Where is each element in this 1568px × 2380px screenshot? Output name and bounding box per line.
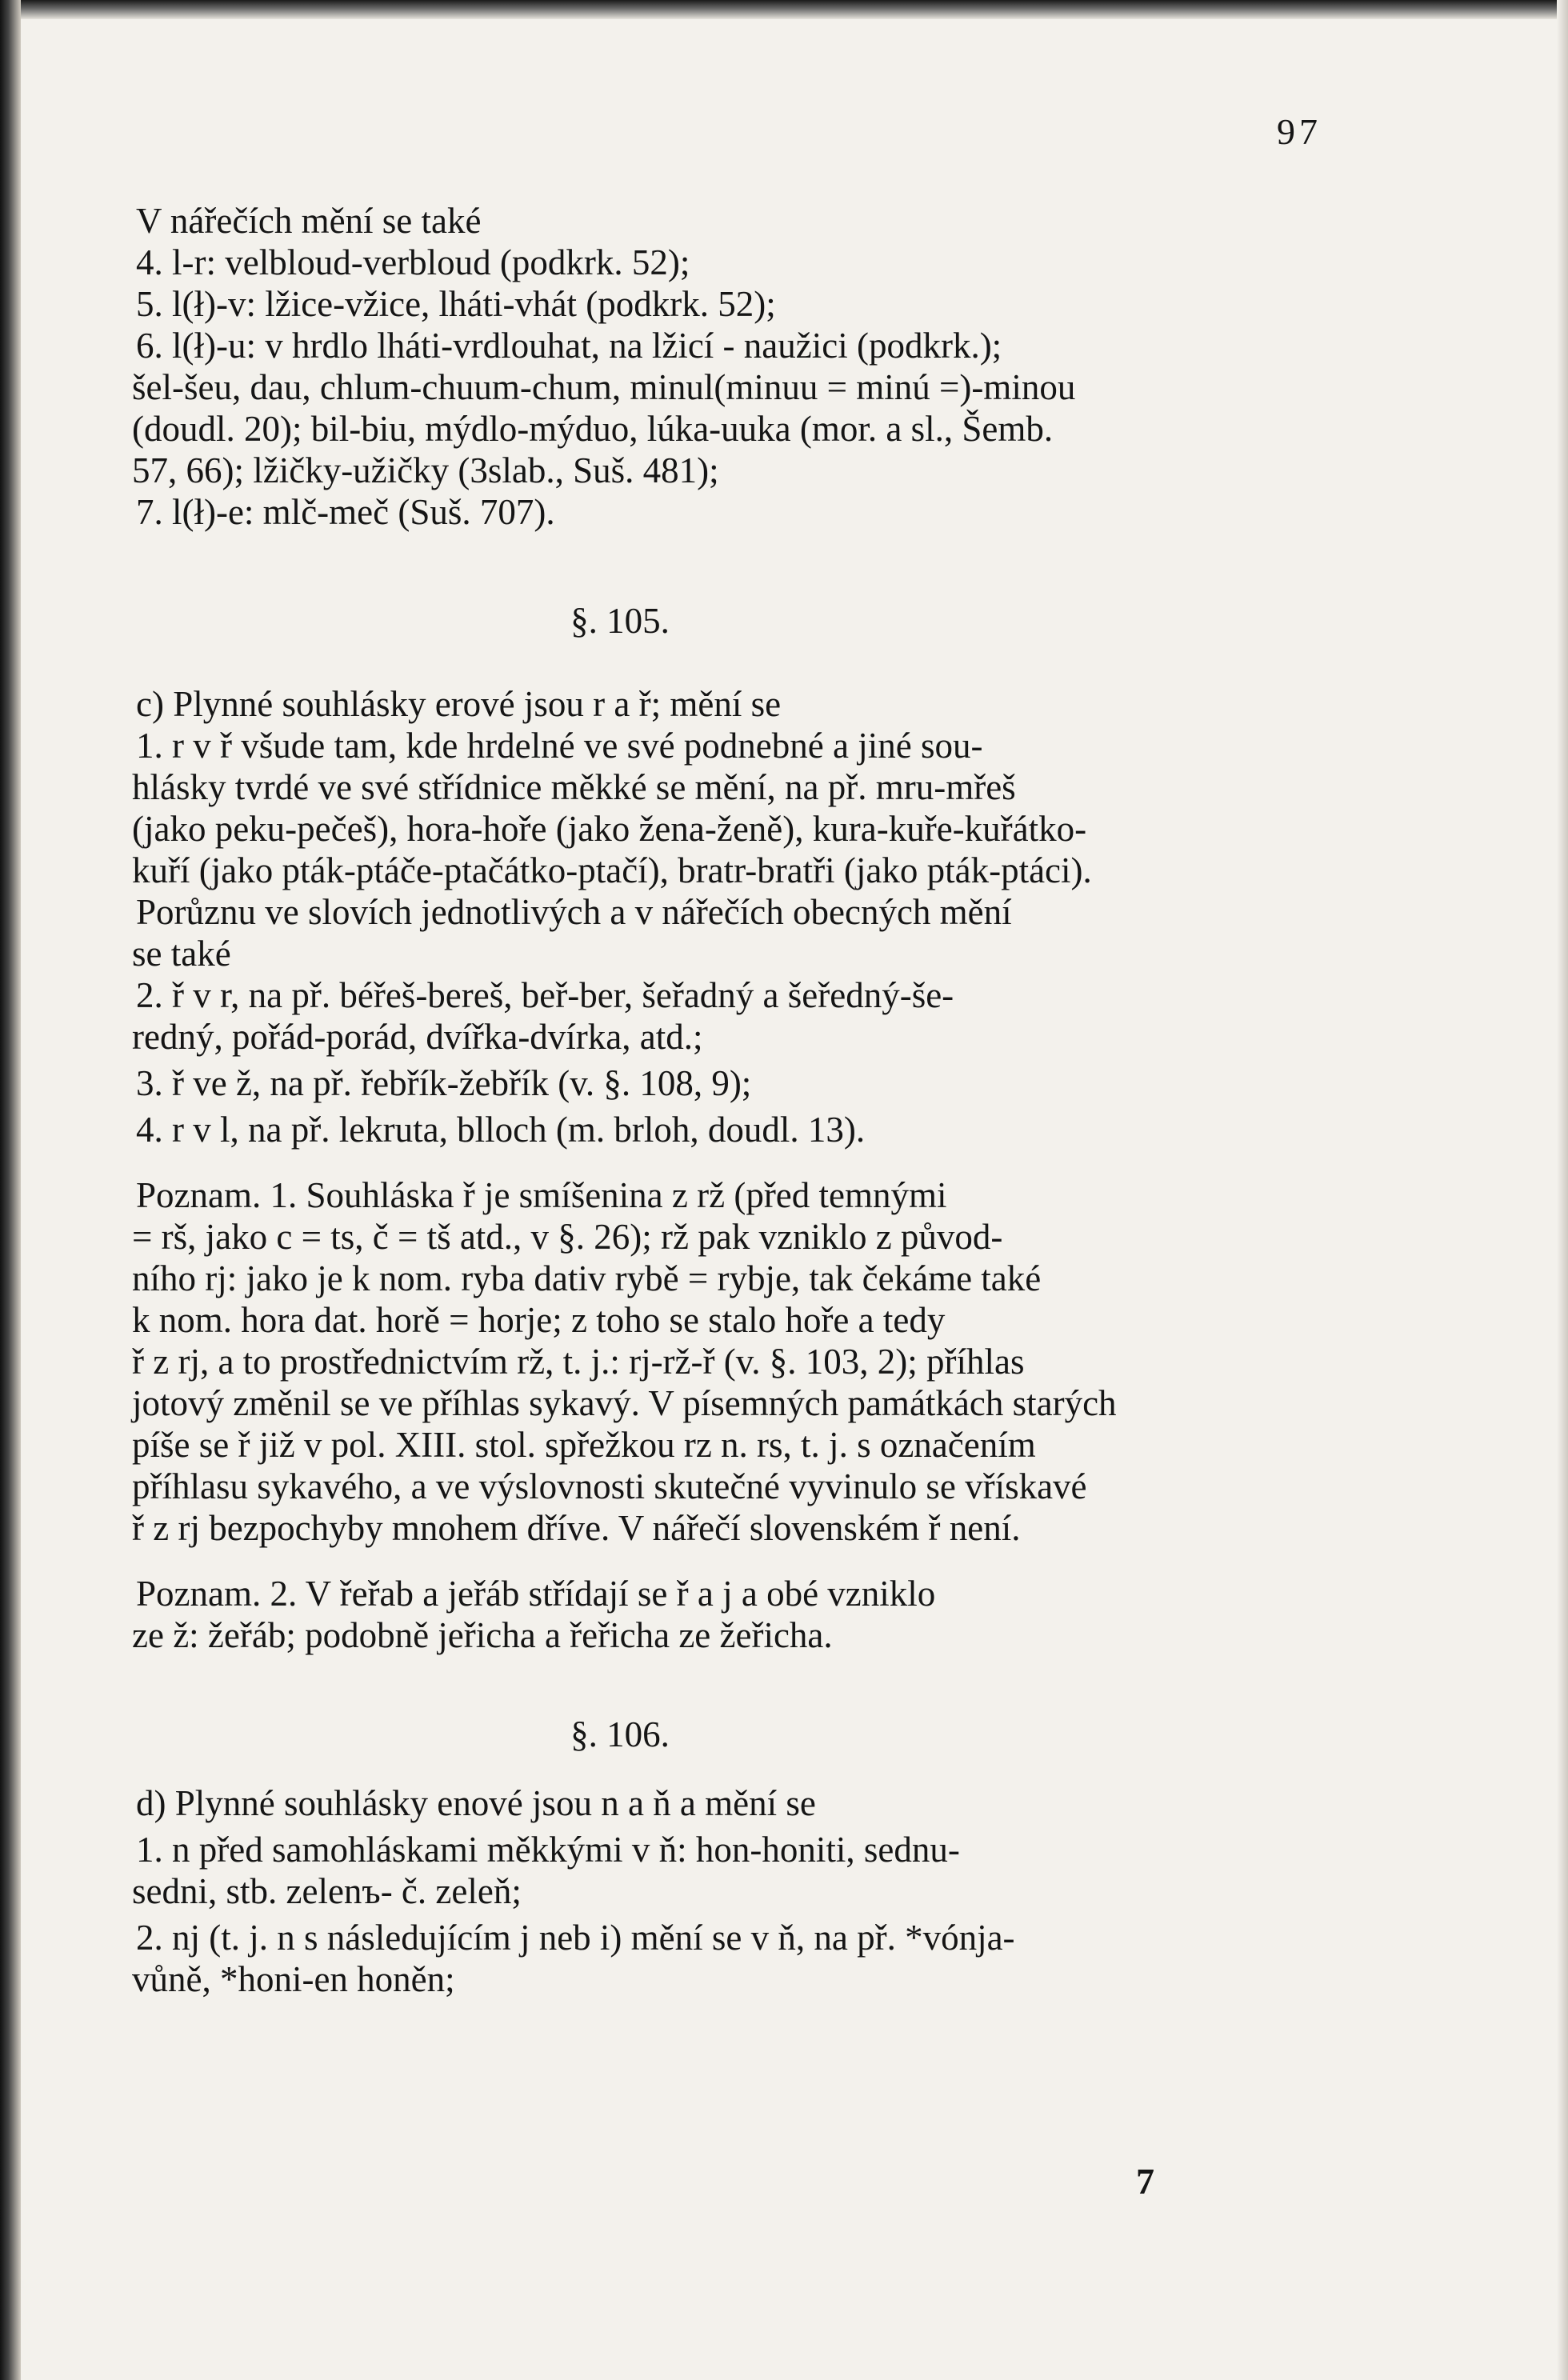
section-heading: §. 105. bbox=[570, 601, 670, 641]
text-line: se také bbox=[132, 934, 231, 974]
text-line: hlásky tvrdé ve své střídnice měkké se mění, na př. mru-mřeš bbox=[132, 767, 1016, 807]
text-line: sedni, stb. zelenъ- č. zeleň; bbox=[132, 1871, 522, 1911]
note-line: ního rj: jako je k nom. ryba dativ rybě = rybje, tak čekáme také bbox=[132, 1258, 1042, 1298]
text-line: kuří (jako pták-ptáče-ptačátko-ptačí), bratr-bratři (jako pták-ptáci). bbox=[132, 850, 1092, 890]
text-line: 5. l(ł)-v: lžice-vžice, lháti-vhát (podkrk. 52); bbox=[136, 284, 776, 324]
text-line: redný, pořád-porád, dvířka-dvírka, atd.; bbox=[132, 1017, 703, 1057]
text-line: 57, 66); lžičky-užičky (3slab., Suš. 481); bbox=[132, 450, 719, 490]
note-line: příhlasu sykavého, a ve výslovnosti skutečné vyvinulo se vřískavé bbox=[132, 1466, 1087, 1506]
note-line: Poznam. 2. V řeřab a jeřáb střídají se ř a j a obé vzniklo bbox=[136, 1574, 936, 1614]
note-line: jotový změnil se ve příhlas sykavý. V písemných památkách starých bbox=[132, 1383, 1117, 1423]
text-line: 4. l-r: velbloud-verbloud (podkrk. 52); bbox=[136, 242, 690, 282]
text-line: 2. ř v r, na př. béřeš-bereš, beř-ber, šeřadný a šeředný-še- bbox=[136, 975, 954, 1015]
text-line: 6. l(ł)-u: v hrdlo lháti-vrdlouhat, na lžicí - naužici (podkrk.); bbox=[136, 326, 1002, 366]
text-line: d) Plynné souhlásky enové jsou n a ň a mění se bbox=[136, 1783, 816, 1823]
section-heading: §. 106. bbox=[570, 1714, 670, 1754]
scan-edge-top bbox=[0, 0, 1568, 19]
note-line: k nom. hora dat. horě = horje; z toho se stalo hoře a tedy bbox=[132, 1300, 946, 1340]
signature-number: 7 bbox=[1136, 2161, 1154, 2202]
text-line: 3. ř ve ž, na př. řebřík-žebřík (v. §. 108, 9); bbox=[136, 1063, 752, 1103]
page-number: 97 bbox=[1277, 111, 1322, 152]
text-line: (doudl. 20); bil-biu, mýdlo-mýduo, lúka-uuka (mor. a sl., Šemb. bbox=[132, 409, 1054, 449]
text-line: Porůznu ve slovích jednotlivých a v nářečích obecných mění bbox=[136, 892, 1012, 932]
text-line: 7. l(ł)-e: mlč-meč (Suš. 707). bbox=[136, 492, 555, 532]
note-line: Poznam. 1. Souhláska ř je smíšenina z rž (před temnými bbox=[136, 1175, 947, 1215]
text-line: V nářečích mění se také bbox=[136, 201, 482, 241]
text-line: c) Plynné souhlásky erové jsou r a ř; mění se bbox=[136, 684, 782, 724]
text-line: 2. nj (t. j. n s následujícím j neb i) mění se v ň, na př. *vónja- bbox=[136, 1918, 1015, 1958]
text-line: vůně, *honi-en honěn; bbox=[132, 1959, 455, 1999]
text-line: šel-šeu, dau, chlum-chuum-chum, minul(minuu = minú =)-minou bbox=[132, 367, 1076, 407]
note-line: ř z rj, a to prostřednictvím rž, t. j.: rj-rž-ř (v. §. 103, 2); příhlas bbox=[132, 1342, 1025, 1382]
text-line: 4. r v l, na př. lekruta, blloch (m. brloh, doudl. 13). bbox=[136, 1110, 866, 1150]
page-body bbox=[132, 200, 1328, 2000]
note-line: ze ž: žeřáb; podobně jeřicha a řeřicha ze žeřicha. bbox=[132, 1615, 833, 1655]
scan-edge-left bbox=[0, 0, 21, 2380]
note-line: píše se ř již v pol. XIII. stol. spřežkou rz n. rs, t. j. s označením bbox=[132, 1425, 1036, 1465]
text-line: 1. n před samohláskami měkkými v ň: hon-honiti, sednu- bbox=[136, 1830, 960, 1870]
note-line: = rš, jako c = ts, č = tš atd., v §. 26); rž pak vzniklo z původ- bbox=[132, 1217, 1003, 1257]
scan-edge-right bbox=[1557, 0, 1568, 2380]
text-line: (jako peku-pečeš), hora-hoře (jako žena-ženě), kura-kuře-kuřátko- bbox=[132, 809, 1087, 849]
note-line: ř z rj bezpochyby mnohem dříve. V nářečí slovenském ř není. bbox=[132, 1508, 1021, 1548]
text-line: 1. r v ř všude tam, kde hrdelné ve své podnebné a jiné sou- bbox=[136, 726, 983, 766]
